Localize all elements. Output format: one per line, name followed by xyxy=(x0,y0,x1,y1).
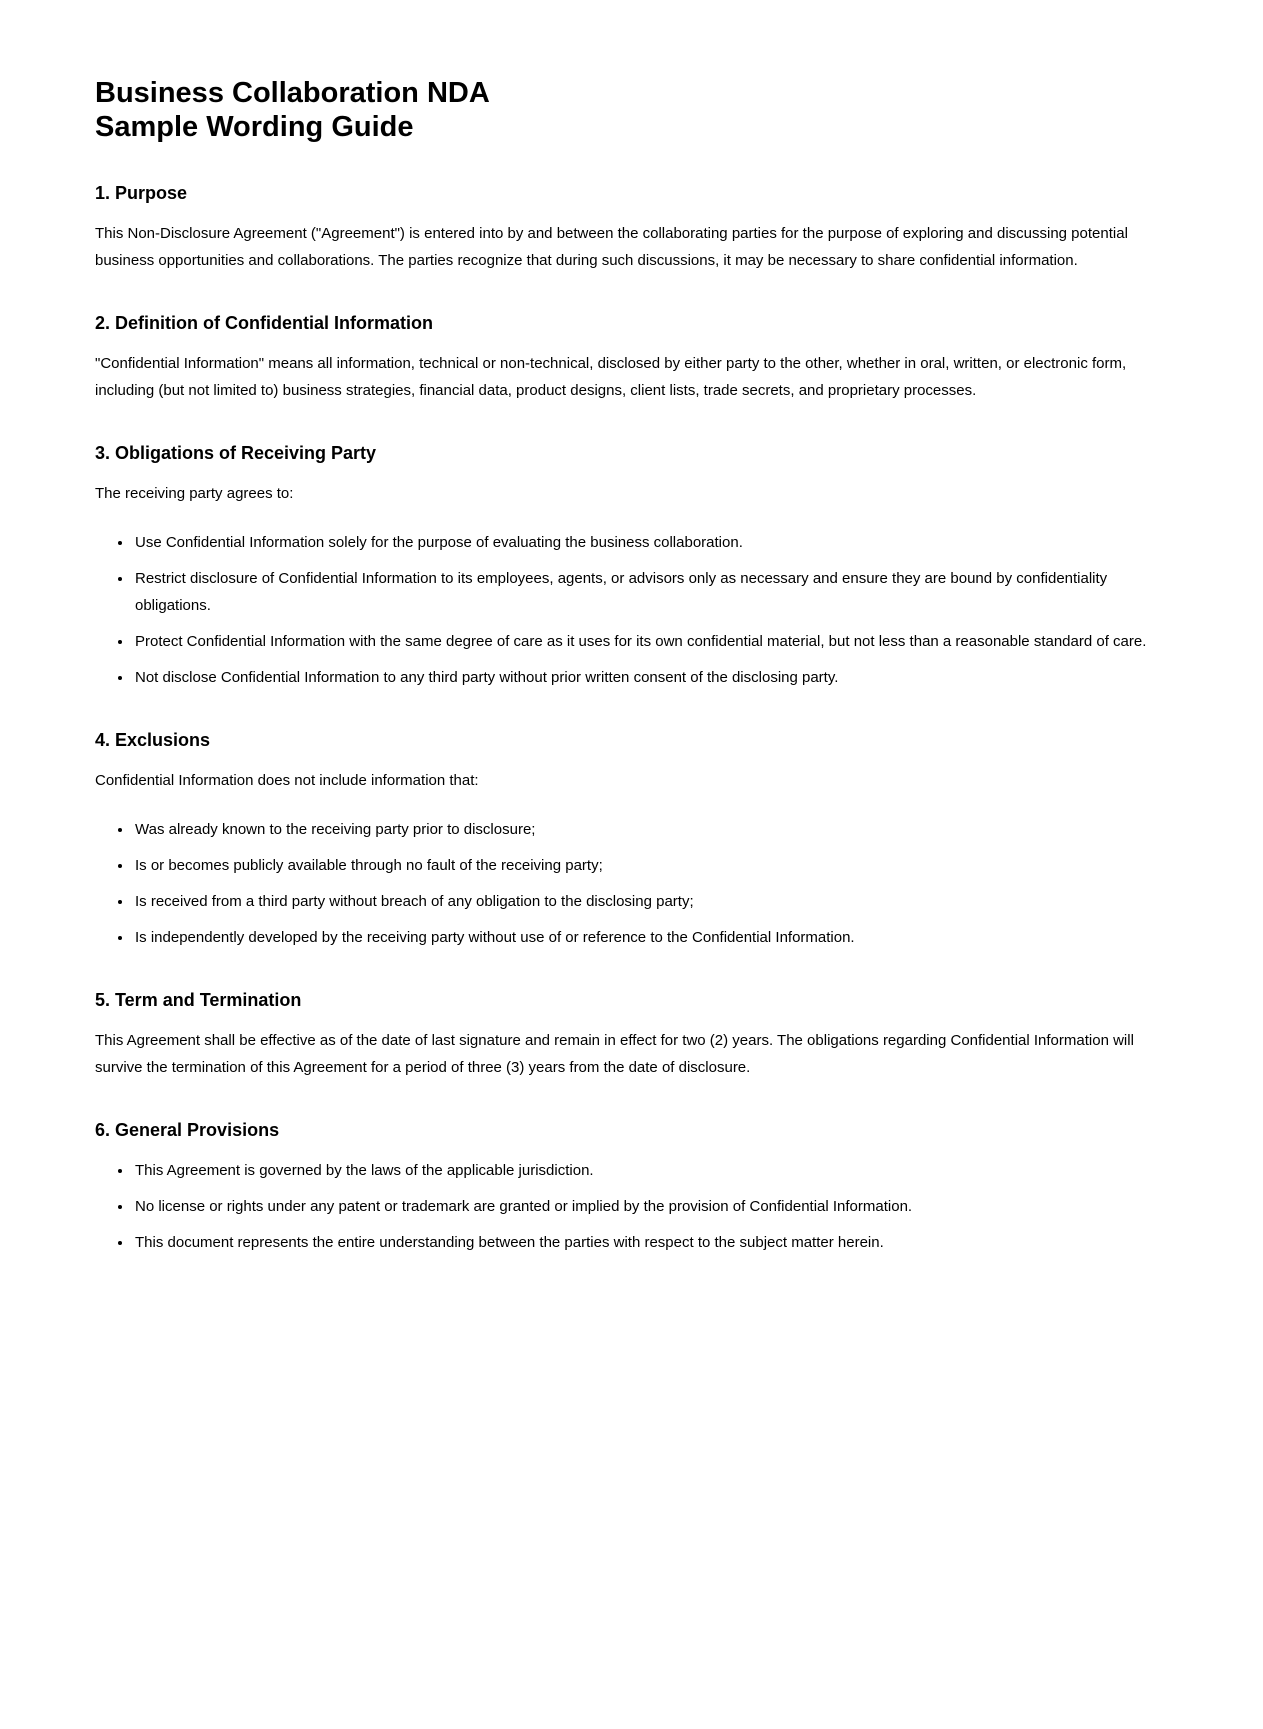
list-item: • No license or rights under any patent or trademark are granted or implied by the provision of Confidential Information. xyxy=(133,1193,1168,1220)
section-heading-general-provisions: 6. General Provisions xyxy=(95,1120,280,1140)
obligations-bullet-list xyxy=(95,529,1168,691)
section-paragraph-obligations: The receiving party agrees to: xyxy=(95,485,294,502)
section-paragraph-definition: "Confidential Information" means all information, technical or non-technical, disclosed by either party to the other, whether in oral, written, or electronic form, including (but not limited to) business strategies, financial data, product designs, client lists, trade secrets, and proprietary processes. xyxy=(95,355,1127,399)
document-title-line-1: Business Collaboration NDA xyxy=(95,77,490,109)
list-item: • Is received from a third party without breach of any obligation to the disclosing party; xyxy=(133,888,1168,915)
list-item: • This Agreement is governed by the laws of the applicable jurisdiction. xyxy=(133,1157,1168,1184)
list-item: • Restrict disclosure of Confidential Information to its employees, agents, or advisors only as necessary and ensure they are bound by confidentiality obligations. xyxy=(133,565,1168,619)
exclusions-bullet-list xyxy=(95,816,1168,951)
list-item: • Use Confidential Information solely for the purpose of evaluating the business collaboration. xyxy=(133,529,1168,556)
document-title xyxy=(95,76,1168,144)
section-heading-obligations: 3. Obligations of Receiving Party xyxy=(95,443,377,463)
section-heading-term-termination: 5. Term and Termination xyxy=(95,990,302,1010)
section-heading-exclusions: 4. Exclusions xyxy=(95,730,211,750)
section-paragraph-exclusions: Confidential Information does not include information that: xyxy=(95,772,479,789)
list-item: • Is independently developed by the receiving party without use of or reference to the Confidential Information. xyxy=(133,924,1168,951)
document-title-line-2: Sample Wording Guide xyxy=(95,111,414,143)
section-term-termination xyxy=(95,989,1168,1081)
section-paragraph-term-termination: This Agreement shall be effective as of the date of last signature and remain in effect for two (2) years. The obligations regarding Confidential Information will survive the termination of this Agreement for a period of three (3) years from the date of disclosure. xyxy=(95,1032,1134,1076)
section-obligations xyxy=(95,442,1168,691)
section-paragraph-purpose: This Non-Disclosure Agreement ("Agreement") is entered into by and between the collaborating parties for the purpose of exploring and discussing potential business opportunities and collaborations. The parties recognize that during such discussions, it may be necessary to share confidential information. xyxy=(95,225,1128,269)
list-item: • This document represents the entire understanding between the parties with respect to the subject matter herein. xyxy=(133,1229,1168,1256)
list-item: • Is or becomes publicly available through no fault of the receiving party; xyxy=(133,852,1168,879)
section-general-provisions xyxy=(95,1119,1168,1256)
section-exclusions xyxy=(95,729,1168,951)
section-purpose xyxy=(95,182,1168,274)
section-definition xyxy=(95,312,1168,404)
section-heading-purpose: 1. Purpose xyxy=(95,183,188,203)
list-item: • Protect Confidential Information with the same degree of care as it uses for its own confidential material, but not less than a reasonable standard of care. xyxy=(133,628,1168,655)
general-provisions-bullet-list xyxy=(95,1157,1168,1256)
list-item: • Not disclose Confidential Information to any third party without prior written consent of the disclosing party. xyxy=(133,664,1168,691)
section-heading-definition: 2. Definition of Confidential Information xyxy=(95,313,433,333)
list-item: • Was already known to the receiving party prior to disclosure; xyxy=(133,816,1168,843)
